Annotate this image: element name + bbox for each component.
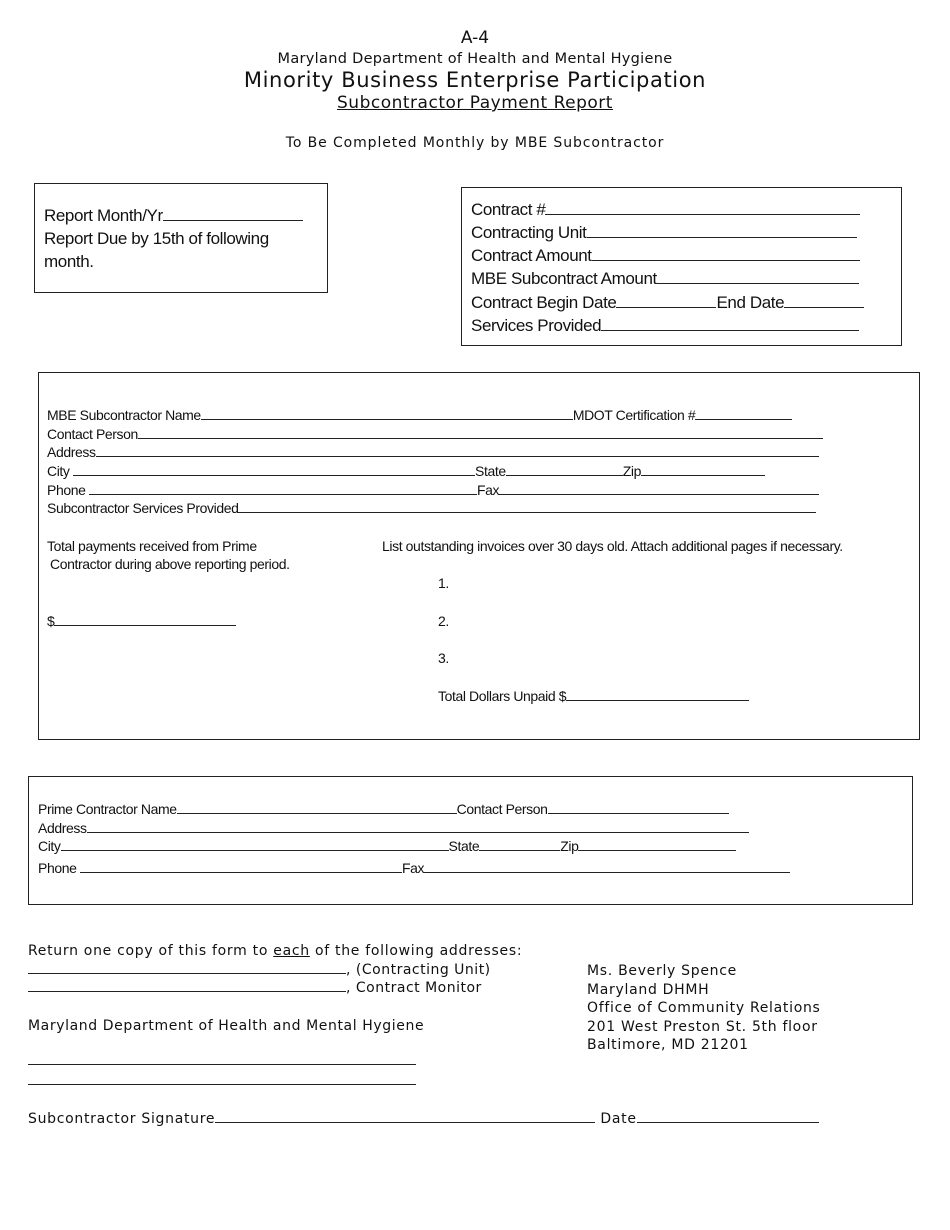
- address-line-org: Maryland DHMH: [587, 981, 710, 998]
- form-title: Minority Business Enterprise Participation: [243, 68, 707, 92]
- services-provided-field[interactable]: Services Provided: [471, 316, 859, 336]
- return-instruction: Return one copy of this form to each of the following addresses:: [28, 943, 523, 959]
- invoice-3[interactable]: 3.: [438, 650, 449, 666]
- city-state-zip-field[interactable]: City State Zip: [47, 463, 765, 479]
- contact-person-field[interactable]: Contact Person: [47, 426, 823, 442]
- dhmh-label: Maryland Department of Health and Mental Hygiene: [28, 1018, 425, 1034]
- subcontractor-box: [38, 372, 920, 740]
- dhmh-address-line-2[interactable]: [28, 1070, 416, 1089]
- contract-number-field[interactable]: Contract #: [471, 200, 860, 220]
- subcontractor-name-field[interactable]: MBE Subcontractor Name MDOT Certification #: [47, 407, 792, 423]
- total-unpaid-field[interactable]: Total Dollars Unpaid $: [438, 688, 749, 704]
- address-line-street: 201 West Preston St. 5th floor: [587, 1018, 818, 1035]
- contract-dates-field[interactable]: Contract Begin Date End Date: [471, 293, 864, 313]
- payment-amount-field[interactable]: $: [47, 613, 236, 629]
- mbe-subcontract-amount-field[interactable]: MBE Subcontract Amount: [471, 269, 859, 289]
- prime-city-state-zip-field[interactable]: City State Zip: [38, 838, 736, 854]
- prime-phone-fax-field[interactable]: Phone Fax: [38, 860, 790, 876]
- report-month-box: [34, 183, 328, 293]
- contract-info-box: [461, 187, 902, 346]
- prime-address-field[interactable]: Address: [38, 820, 749, 836]
- form-code: A-4: [460, 28, 490, 48]
- report-due-line1: Report Due by 15th of following: [44, 229, 269, 248]
- contracting-unit-address-field[interactable]: , (Contracting Unit): [28, 962, 491, 978]
- address-line-name: Ms. Beverly Spence: [587, 963, 737, 979]
- signature-field[interactable]: Subcontractor Signature Date: [28, 1111, 819, 1127]
- contract-monitor-address-field[interactable]: , Contract Monitor: [28, 980, 482, 996]
- address-field[interactable]: Address: [47, 444, 819, 460]
- contracting-unit-field[interactable]: Contracting Unit: [471, 223, 857, 243]
- contract-amount-field[interactable]: Contract Amount: [471, 246, 860, 266]
- report-due-line2: month.: [44, 252, 94, 271]
- invoice-1[interactable]: 1.: [438, 575, 449, 591]
- payments-label-line1: Total payments received from Prime: [47, 538, 257, 554]
- invoices-label: List outstanding invoices over 30 days old. Attach additional pages if necessary.: [382, 538, 843, 554]
- address-line-office: Office of Community Relations: [587, 1000, 821, 1017]
- prime-contractor-box: [28, 776, 913, 905]
- prime-name-field[interactable]: Prime Contractor Name Contact Person: [38, 801, 729, 817]
- mailing-address-block: [587, 962, 821, 1055]
- invoice-2[interactable]: 2.: [438, 613, 449, 629]
- report-month-field[interactable]: Report Month/Yr: [44, 206, 303, 226]
- dhmh-address-line-1[interactable]: [28, 1050, 416, 1069]
- payments-label-line2: Contractor during above reporting period.: [50, 556, 290, 572]
- subcontractor-services-field[interactable]: Subcontractor Services Provided: [47, 500, 816, 516]
- form-subtitle: Subcontractor Payment Report: [337, 93, 613, 113]
- address-line-city: Baltimore, MD 21201: [587, 1037, 749, 1054]
- agency-name: Maryland Department of Health and Mental Hygiene: [277, 51, 673, 67]
- phone-fax-field[interactable]: Phone Fax: [47, 482, 819, 498]
- form-instruction: To Be Completed Monthly by MBE Subcontractor: [285, 135, 665, 151]
